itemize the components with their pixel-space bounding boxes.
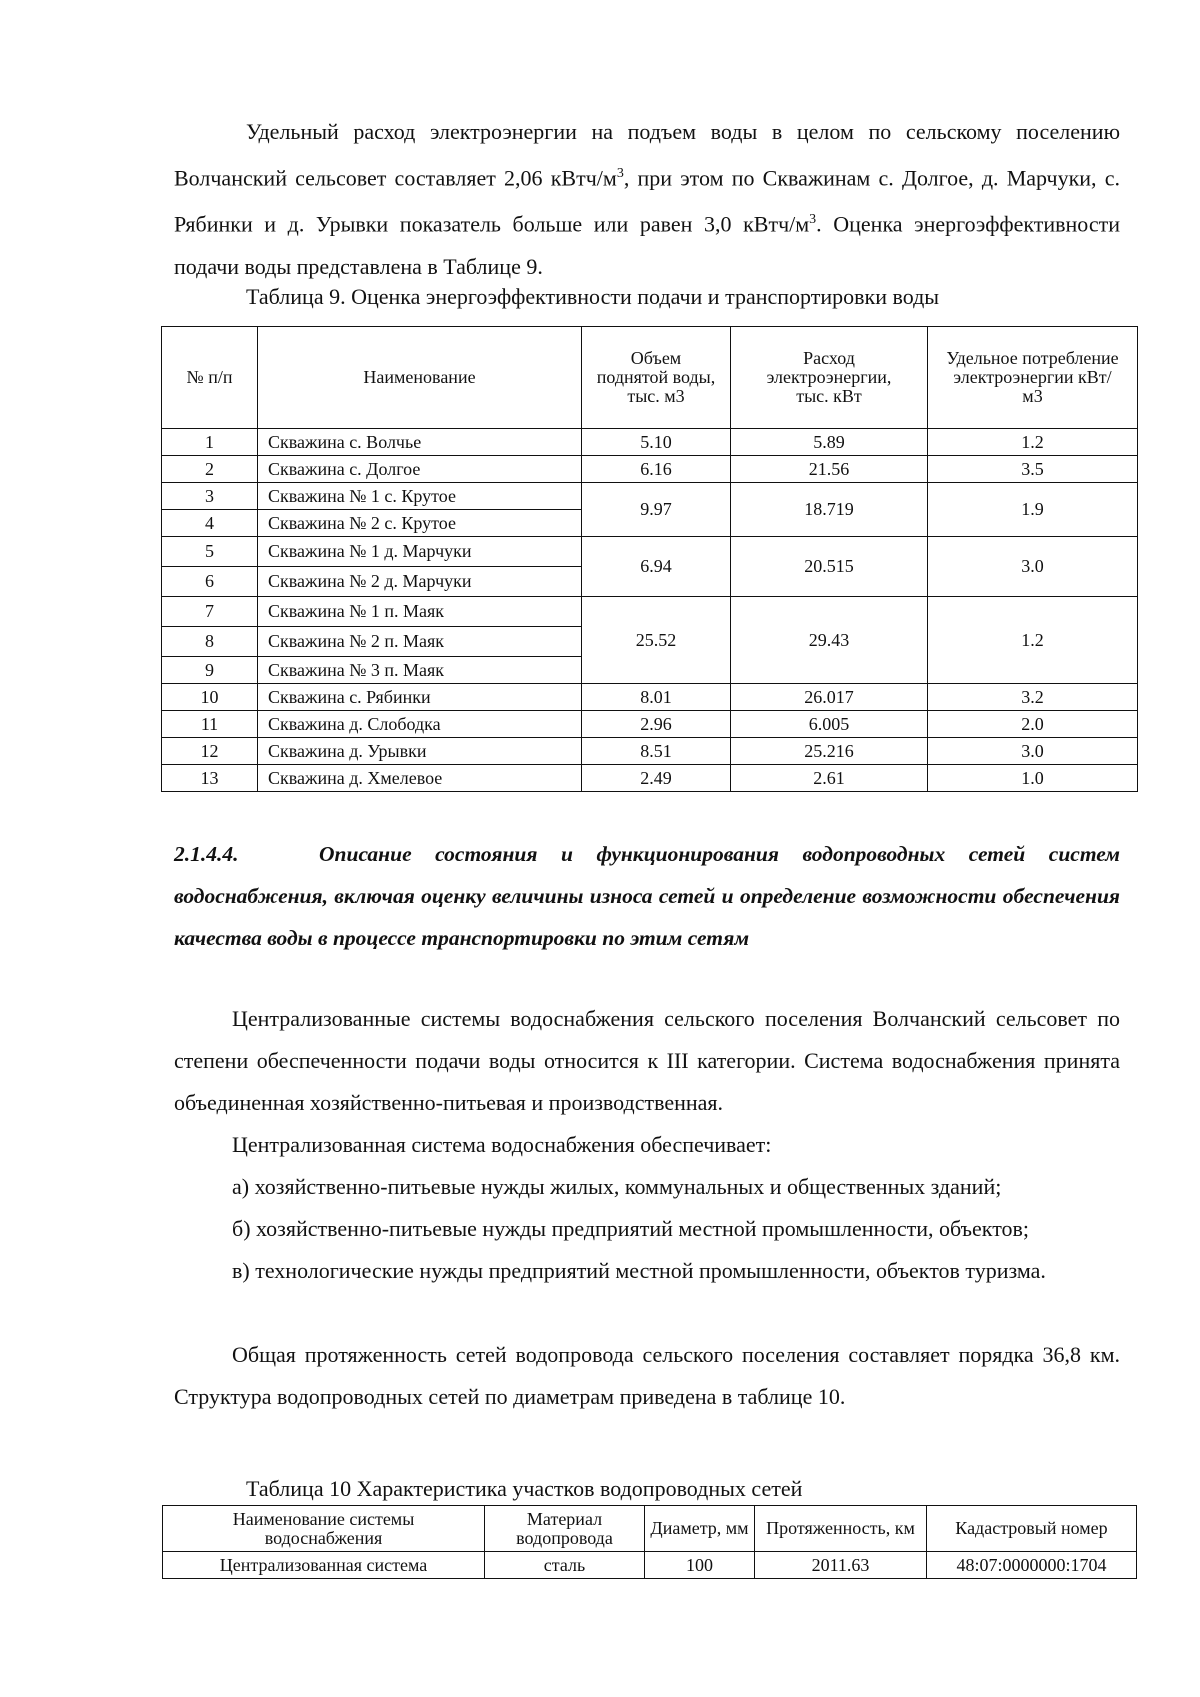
row-material: сталь bbox=[485, 1552, 645, 1579]
row-volume: 9.97 bbox=[582, 483, 731, 537]
row-energy: 18.719 bbox=[731, 483, 928, 537]
row-volume: 5.10 bbox=[582, 429, 731, 456]
row-volume: 6.94 bbox=[582, 537, 731, 597]
table10-header-diameter: Диаметр, мм bbox=[645, 1506, 755, 1552]
row-specific: 1.2 bbox=[928, 429, 1138, 456]
row-volume: 2.49 bbox=[582, 765, 731, 792]
row-cadastral: 48:07:0000000:1704 bbox=[927, 1552, 1137, 1579]
table9-header-number: № п/п bbox=[162, 327, 258, 429]
row-name: Скважина с. Волчье bbox=[258, 429, 582, 456]
row-specific: 3.5 bbox=[928, 456, 1138, 483]
body-paragraph-3: Общая протяженность сетей водопровода сельского поселения составляет порядка 36,8 км. Структура водопроводных сетей по диаметрам приведена в таблице 10. bbox=[174, 1342, 1120, 1409]
row-number: 4 bbox=[162, 510, 258, 537]
row-name: Скважина № 2 п. Маяк bbox=[258, 627, 582, 657]
table-row bbox=[162, 537, 1138, 567]
row-volume: 6.16 bbox=[582, 456, 731, 483]
row-name: Скважина д. Хмелевое bbox=[258, 765, 582, 792]
row-specific: 3.0 bbox=[928, 738, 1138, 765]
row-name: Скважина д. Слободка bbox=[258, 711, 582, 738]
table-row bbox=[162, 738, 1138, 765]
row-volume: 2.96 bbox=[582, 711, 731, 738]
list-item-c: в) технологические нужды предприятий местной промышленности, объектов туризма. bbox=[232, 1258, 1046, 1283]
row-name: Скважина с. Рябинки bbox=[258, 684, 582, 711]
row-energy: 5.89 bbox=[731, 429, 928, 456]
list-item-b: б) хозяйственно-питьевые нужды предприятий местной промышленности, объектов; bbox=[232, 1216, 1030, 1241]
table9-header-name: Наименование bbox=[258, 327, 582, 429]
row-volume: 25.52 bbox=[582, 597, 731, 684]
table10-header-system: Наименование системы водоснабжения bbox=[163, 1506, 485, 1552]
table-row bbox=[162, 765, 1138, 792]
table10-header-length: Протяженность, км bbox=[755, 1506, 927, 1552]
row-energy: 6.005 bbox=[731, 711, 928, 738]
intro-text-3: . Оценка энергоэффективности подачи воды представлена в Таблице 9. bbox=[174, 211, 1120, 279]
row-number: 7 bbox=[162, 597, 258, 627]
table9-header-specific: Удельное потребление электроэнергии кВт/м3 bbox=[928, 327, 1138, 429]
row-volume: 8.51 bbox=[582, 738, 731, 765]
row-number: 2 bbox=[162, 456, 258, 483]
intro-text-1: Удельный расход электроэнергии на подъем воды в целом по сельскому поселению Волчанский сельсовет составляет 2,06 кВтч/м bbox=[174, 119, 1120, 191]
table10-header-cadastral: Кадастровый номер bbox=[927, 1506, 1137, 1552]
table-row bbox=[163, 1552, 1137, 1579]
table-row bbox=[162, 483, 1138, 510]
row-volume: 8.01 bbox=[582, 684, 731, 711]
section-title: Описание состояния и функционирования водопроводных сетей систем водоснабжения, включая оценку величины износа сетей и определение возможности обеспечения качества воды в процессе транспортировки по этим сетям bbox=[174, 842, 1120, 950]
row-name: Скважина № 1 с. Крутое bbox=[258, 483, 582, 510]
list-item-a: а) хозяйственно-питьевые нужды жилых, коммунальных и общественных зданий; bbox=[232, 1174, 1002, 1199]
row-name: Скважина № 3 п. Маяк bbox=[258, 657, 582, 684]
row-specific: 3.0 bbox=[928, 537, 1138, 597]
table9-header-row bbox=[162, 327, 1138, 429]
row-number: 11 bbox=[162, 711, 258, 738]
table10-header-row bbox=[163, 1506, 1137, 1552]
body-paragraph-2: Централизованная система водоснабжения обеспечивает: bbox=[232, 1132, 772, 1157]
row-name: Скважина № 2 с. Крутое bbox=[258, 510, 582, 537]
row-energy: 29.43 bbox=[731, 597, 928, 684]
table9-caption: Таблица 9. Оценка энергоэффективности подачи и транспортировки воды bbox=[246, 284, 940, 309]
row-number: 10 bbox=[162, 684, 258, 711]
row-number: 3 bbox=[162, 483, 258, 510]
intro-text-2: , при этом по Скважинам с. Долгое, д. Марчуки, с. Рябинки и д. Урывки показатель больше или равен 3,0 кВтч/м bbox=[174, 165, 1120, 237]
table-row bbox=[162, 456, 1138, 483]
table9-header-volume: Объем поднятой воды, тыс. м3 bbox=[582, 327, 731, 429]
table10-caption: Таблица 10 Характеристика участков водопроводных сетей bbox=[246, 1476, 803, 1501]
row-name: Скважина д. Урывки bbox=[258, 738, 582, 765]
row-number: 13 bbox=[162, 765, 258, 792]
intro-superscript-1: 3 bbox=[616, 166, 624, 181]
row-energy: 21.56 bbox=[731, 456, 928, 483]
section-number: 2.1.4.4. bbox=[174, 842, 239, 866]
table10-header-material: Материал водопровода bbox=[485, 1506, 645, 1552]
row-name: Скважина № 2 д. Марчуки bbox=[258, 567, 582, 597]
row-diameter: 100 bbox=[645, 1552, 755, 1579]
table-row bbox=[162, 711, 1138, 738]
body-paragraph-1: Централизованные системы водоснабжения сельского поселения Волчанский сельсовет по степени обеспеченности подачи воды относится к III категории. Система водоснабжения принята объединенная хозяйственно-питьевая и производственная. bbox=[174, 1006, 1120, 1115]
energy-efficiency-table bbox=[161, 326, 1138, 792]
row-name: Скважина № 1 п. Маяк bbox=[258, 597, 582, 627]
row-number: 6 bbox=[162, 567, 258, 597]
section-heading bbox=[174, 833, 1120, 959]
row-specific: 1.9 bbox=[928, 483, 1138, 537]
row-energy: 26.017 bbox=[731, 684, 928, 711]
intro-superscript-2: 3 bbox=[809, 212, 817, 228]
intro-paragraph bbox=[174, 111, 1120, 288]
table-row bbox=[162, 597, 1138, 627]
table9-header-energy: Расход электроэнергии, тыс. кВт bbox=[731, 327, 928, 429]
row-specific: 2.0 bbox=[928, 711, 1138, 738]
row-system: Централизованная система bbox=[163, 1552, 485, 1579]
table-row bbox=[162, 684, 1138, 711]
row-number: 8 bbox=[162, 627, 258, 657]
row-energy: 2.61 bbox=[731, 765, 928, 792]
row-specific: 3.2 bbox=[928, 684, 1138, 711]
row-energy: 20.515 bbox=[731, 537, 928, 597]
row-number: 9 bbox=[162, 657, 258, 684]
row-number: 12 bbox=[162, 738, 258, 765]
row-specific: 1.0 bbox=[928, 765, 1138, 792]
table-row bbox=[162, 429, 1138, 456]
row-name: Скважина № 1 д. Марчуки bbox=[258, 537, 582, 567]
row-name: Скважина с. Долгое bbox=[258, 456, 582, 483]
water-network-table bbox=[162, 1505, 1137, 1579]
row-number: 5 bbox=[162, 537, 258, 567]
row-number: 1 bbox=[162, 429, 258, 456]
row-specific: 1.2 bbox=[928, 597, 1138, 684]
row-length: 2011.63 bbox=[755, 1552, 927, 1579]
row-energy: 25.216 bbox=[731, 738, 928, 765]
